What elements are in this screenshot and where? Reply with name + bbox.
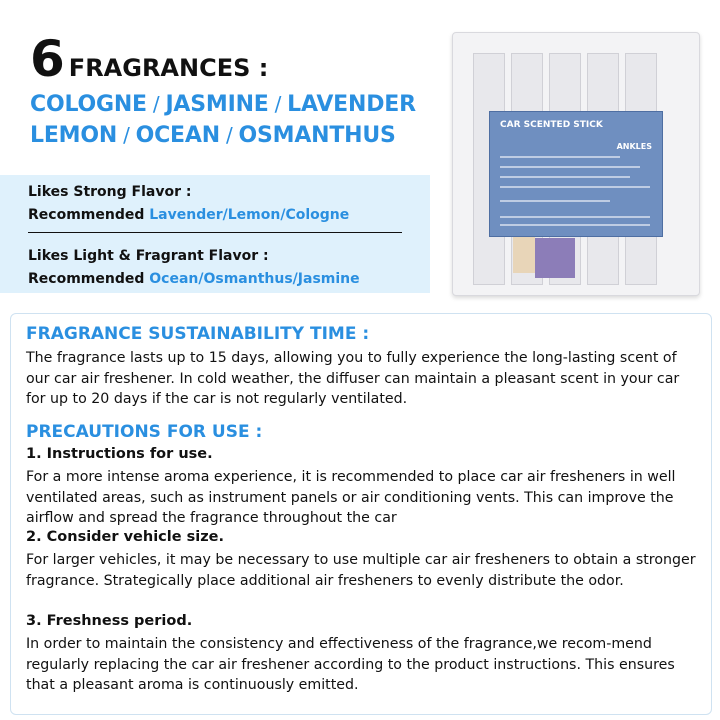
precaution-text: For larger vehicles, it may be necessary to use multiple car air fresheners to obtain a stronger fragrance. Strategically place additional air fresheners to evenly distribute the odor. (26, 552, 696, 589)
fragrance-count: 6 (30, 30, 65, 88)
fragrance-name: OCEAN (135, 123, 220, 148)
sustainability-title: FRAGRANCE SUSTAINABILITY TIME : (26, 324, 370, 344)
precaution-heading: 3. Freshness period. (26, 613, 193, 629)
divider (28, 232, 402, 233)
precaution-text: In order to maintain the consistency and effectiveness of the fragrance,we recom-mend regularly replacing the car air freshener according to the product instructions. This ensures that a pleasant aroma is continuously emitted. (26, 636, 675, 693)
precautions-title: PRECAUTIONS FOR USE : (26, 422, 263, 442)
recommended-prefix: Recommended (28, 207, 150, 223)
label-text-line (500, 224, 650, 226)
separator: / (123, 123, 130, 147)
fragrance-list-line-1 (30, 92, 416, 117)
recommendation-title: Likes Strong Flavor : (28, 184, 192, 200)
recommended-fragrances: Ocean/Osmanthus/Jasmine (149, 271, 360, 287)
product-package-image (452, 32, 700, 296)
label-brand: ANKLES (616, 142, 652, 151)
scent-stick-color (535, 238, 575, 278)
page-title (30, 30, 268, 90)
precaution-heading: 1. Instructions for use. (26, 446, 213, 462)
label-title: CAR SCENTED STICK (500, 120, 603, 130)
recommendation-line (28, 271, 360, 287)
separator: / (225, 123, 233, 147)
recommendation-line (28, 207, 349, 223)
fragrance-list-line-2 (30, 123, 396, 148)
top-section (0, 0, 720, 305)
label-text-line (500, 176, 630, 178)
fragrance-name: LAVENDER (287, 92, 416, 117)
product-label (489, 111, 663, 237)
recommendation-title: Likes Light & Fragrant Flavor : (28, 248, 269, 264)
recommended-fragrances: Lavender/Lemon/Cologne (149, 207, 350, 223)
precaution-heading: 2. Consider vehicle size. (26, 529, 224, 545)
label-text-line (500, 156, 620, 158)
label-text-line (500, 186, 650, 188)
fragrance-name: COLOGNE (30, 92, 147, 117)
recommended-prefix: Recommended (28, 271, 150, 287)
label-text-line (500, 216, 650, 218)
fragrance-name: LEMON (30, 123, 118, 148)
fragrance-name: JASMINE (165, 92, 269, 117)
fragrances-word: FRAGRANCES : (68, 54, 269, 82)
separator: / (274, 92, 282, 116)
sustainability-text: The fragrance lasts up to 15 days, allowing you to fully experience the long-lasting scent of our car air freshener. In cold weather, the diffuser can maintain a pleasant scent in your car for up to 20 days if the car is not regularly ventilated. (26, 350, 680, 407)
label-text-line (500, 166, 640, 168)
label-text-line (500, 200, 610, 202)
separator: / (152, 92, 160, 116)
precaution-text: For a more intense aroma experience, it is recommended to place car air fresheners in well ventilated areas, such as instrument panels or air conditioning vents. This can improve the airflow and spread the fragrance throughout the car (26, 469, 676, 526)
fragrance-name: OSMANTHUS (238, 123, 396, 148)
